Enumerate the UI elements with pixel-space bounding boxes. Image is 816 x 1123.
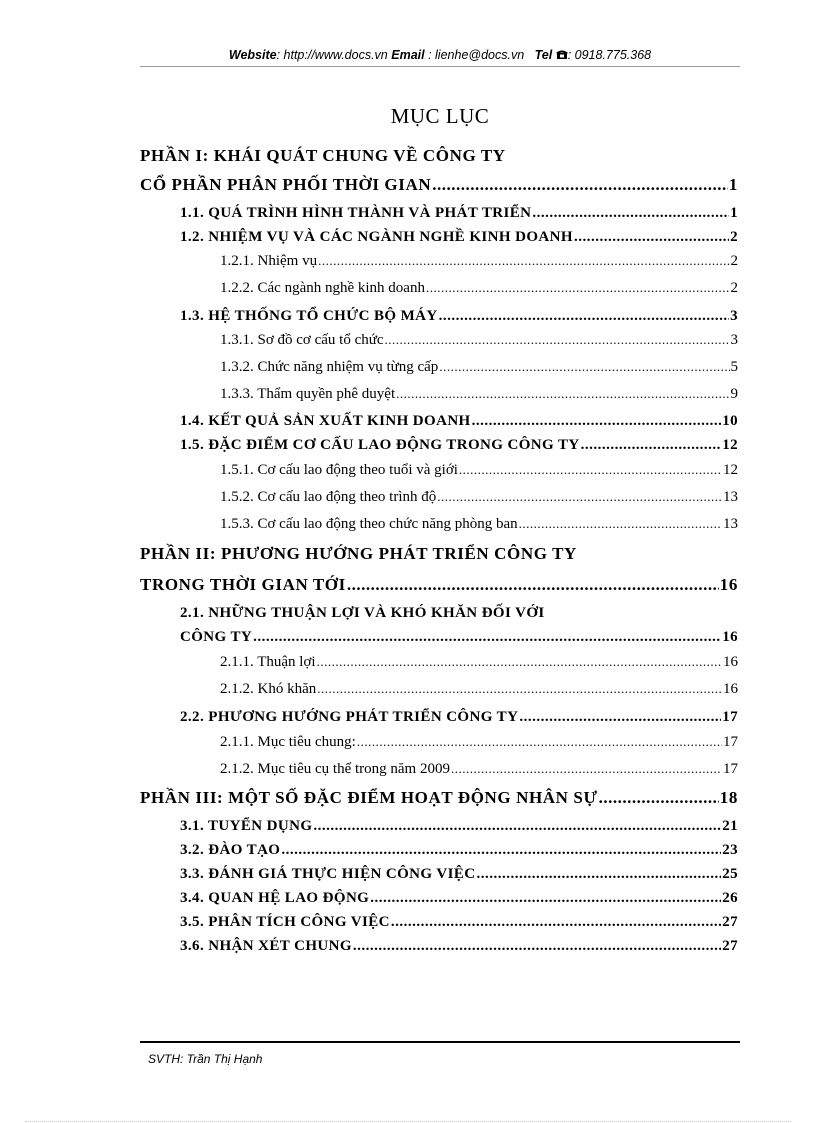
toc-part1-line1: PHẦN I: KHÁI QUÁT CHUNG VỀ CÔNG TY xyxy=(140,146,506,165)
toc-page: 17 xyxy=(723,734,738,750)
toc-label: 1.5.2. Cơ cấu lao động theo trình độ xyxy=(220,489,437,505)
toc-page: 9 xyxy=(730,386,738,402)
toc-entry-1-3-3[interactable] xyxy=(220,386,738,403)
toc-entry-1-3[interactable] xyxy=(180,308,738,325)
toc-label: PHẦN III: MỘT SỐ ĐẶC ĐIỂM HOẠT ĐỘNG NHÂN SỰ xyxy=(140,788,598,807)
toc-label: 1.2. NHIỆM VỤ VÀ CÁC NGÀNH NGHỀ KINH DOANH xyxy=(180,229,573,245)
toc-entry-3-3[interactable] xyxy=(180,866,738,883)
toc-entry-3-5[interactable] xyxy=(180,914,738,931)
toc-page: 27 xyxy=(722,914,738,930)
toc-page: 16 xyxy=(722,629,738,645)
toc-leader xyxy=(437,489,722,505)
toc-entry-1-3-1[interactable] xyxy=(220,332,738,349)
email-value: : lienhe@docs.vn xyxy=(424,48,525,62)
toc-leader xyxy=(426,280,730,296)
toc-leader xyxy=(391,914,721,931)
toc-entry-2-2-1[interactable] xyxy=(220,734,738,751)
toc-page: 12 xyxy=(723,462,738,478)
page-title: MỤC LỤC xyxy=(390,104,490,128)
toc-label: 1.3. HỆ THỐNG TỔ CHỨC BỘ MÁY xyxy=(180,308,438,324)
toc-leader xyxy=(519,516,722,532)
toc-entry-1-5[interactable] xyxy=(180,437,738,454)
toc-entry-3-6[interactable] xyxy=(180,938,738,955)
toc-leader xyxy=(519,709,721,726)
toc-label: 2.1.1. Mục tiêu chung: xyxy=(220,734,356,750)
toc-page: 3 xyxy=(730,332,738,348)
toc-part2[interactable] xyxy=(140,575,738,595)
toc-label: 2.2. PHƯƠNG HƯỚNG PHÁT TRIỂN CÔNG TY xyxy=(180,709,519,725)
toc-page: 23 xyxy=(722,842,738,858)
toc-entry-3-4[interactable] xyxy=(180,890,738,907)
toc-entry-1-2-2[interactable] xyxy=(220,280,738,297)
toc-entry-2-1[interactable] xyxy=(180,629,738,646)
website-value: : http://www.docs.vn xyxy=(276,48,388,62)
toc-entry-1-5-1[interactable] xyxy=(220,462,738,479)
toc-leader xyxy=(253,629,721,646)
toc-leader xyxy=(318,253,729,269)
toc-leader xyxy=(439,308,729,325)
toc-label: 3.5. PHÂN TÍCH CÔNG VIỆC xyxy=(180,914,390,930)
toc-leader xyxy=(472,413,722,430)
toc-page: 16 xyxy=(723,681,738,697)
toc-label: 3.2. ĐÀO TẠO xyxy=(180,842,281,858)
toc-leader xyxy=(313,818,721,835)
toc-label: 3.3. ĐÁNH GIÁ THỰC HIỆN CÔNG VIỆC xyxy=(180,866,476,882)
toc-entry-2-1-line1: 2.1. NHỮNG THUẬN LỢI VÀ KHÓ KHĂN ĐỐI VỚI xyxy=(180,605,545,621)
toc-part2-line1: PHẦN II: PHƯƠNG HƯỚNG PHÁT TRIỂN CÔNG TY xyxy=(140,544,577,563)
toc-leader xyxy=(347,575,719,595)
toc-label: 3.6. NHẬN XÉT CHUNG xyxy=(180,938,352,954)
toc-page: 2 xyxy=(730,229,738,245)
toc-label: CỔ PHẦN PHÂN PHỐI THỜI GIAN xyxy=(140,175,432,194)
page-bottom-edge xyxy=(25,1121,791,1122)
toc-page: 16 xyxy=(723,654,738,670)
toc-part1[interactable] xyxy=(140,175,738,195)
toc-page: 25 xyxy=(722,866,738,882)
toc-entry-3-2[interactable] xyxy=(180,842,738,859)
toc-page: 3 xyxy=(730,308,738,324)
page-footer: SVTH: Trần Thị Hạnh xyxy=(148,1052,263,1066)
toc-leader xyxy=(370,890,721,907)
toc-entry-2-1-2[interactable] xyxy=(220,681,738,698)
toc-entry-2-2[interactable] xyxy=(180,709,738,726)
toc-page: 18 xyxy=(719,788,738,807)
toc-label: 3.1. TUYỂN DỤNG xyxy=(180,818,313,834)
toc-entry-1-1[interactable] xyxy=(180,205,738,222)
toc-label: 1.3.3. Thẩm quyền phê duyệt xyxy=(220,386,396,402)
toc-page: 1 xyxy=(730,205,738,221)
toc-label: 3.4. QUAN HỆ LAO ĐỘNG xyxy=(180,890,370,906)
toc-label: 1.2.2. Các ngành nghề kinh doanh xyxy=(220,280,425,296)
toc-label: CÔNG TY xyxy=(180,629,253,645)
toc-entry-3-1[interactable] xyxy=(180,818,738,835)
toc-leader xyxy=(532,205,729,222)
footer-divider xyxy=(140,1041,740,1043)
toc-entry-1-4[interactable] xyxy=(180,413,738,430)
toc-leader xyxy=(599,788,719,808)
toc-label: 1.5. ĐẶC ĐIỂM CƠ CẤU LAO ĐỘNG TRONG CÔNG TY xyxy=(180,437,580,453)
toc-label: 1.5.3. Cơ cấu lao động theo chức năng phòng ban xyxy=(220,516,518,532)
toc-page: 1 xyxy=(728,175,738,194)
website-label: Website xyxy=(228,48,277,62)
toc-label: 1.4. KẾT QUẢ SẢN XUẤT KINH DOANH xyxy=(180,413,471,429)
toc-page: 27 xyxy=(722,938,738,954)
toc-page: 12 xyxy=(722,437,738,453)
toc-entry-1-5-3[interactable] xyxy=(220,516,738,533)
toc-leader xyxy=(581,437,722,454)
toc-leader xyxy=(353,938,721,955)
toc-entry-2-2-2[interactable] xyxy=(220,761,738,778)
toc-label: 1.2.1. Nhiệm vụ xyxy=(220,253,318,269)
toc-leader xyxy=(317,681,722,697)
toc-page: 16 xyxy=(719,575,738,594)
toc-leader xyxy=(357,734,722,750)
toc-label: 2.1.2. Mục tiêu cụ thể trong năm 2009 xyxy=(220,761,450,777)
toc-label: 1.3.1. Sơ đồ cơ cấu tổ chức xyxy=(220,332,384,348)
toc-entry-2-1-1[interactable] xyxy=(220,654,738,671)
toc-leader xyxy=(439,359,729,375)
tel-value: : 0918.775.368 xyxy=(567,48,652,62)
toc-leader xyxy=(396,386,729,402)
toc-page: 17 xyxy=(723,761,738,777)
toc-label: 1.5.1. Cơ cấu lao động theo tuổi và giới xyxy=(220,462,458,478)
toc-entry-1-3-2[interactable] xyxy=(220,359,738,376)
toc-page: 13 xyxy=(723,489,738,505)
email-label: Email xyxy=(391,48,425,62)
toc-leader xyxy=(451,761,722,777)
toc-part3[interactable] xyxy=(140,788,738,808)
tel-label: Tel xyxy=(534,48,553,62)
toc-page: 13 xyxy=(723,516,738,532)
toc-label: TRONG THỜI GIAN TỚI xyxy=(140,575,346,594)
toc-entry-1-2-1[interactable] xyxy=(220,253,738,270)
toc-page: 2 xyxy=(730,253,738,269)
toc-entry-1-2[interactable] xyxy=(180,229,738,246)
toc-leader xyxy=(385,332,730,348)
toc-leader xyxy=(281,842,721,859)
toc-page: 17 xyxy=(722,709,738,725)
toc-label: 1.3.2. Chức năng nhiệm vụ từng cấp xyxy=(220,359,439,375)
toc-label: 1.1. QUÁ TRÌNH HÌNH THÀNH VÀ PHÁT TRIỂN xyxy=(180,205,532,221)
toc-page: 26 xyxy=(722,890,738,906)
toc-leader xyxy=(476,866,721,883)
toc-label: 2.1.2. Khó khăn xyxy=(220,681,317,697)
toc-page: 21 xyxy=(722,818,738,834)
toc-page: 2 xyxy=(730,280,738,296)
toc-leader xyxy=(317,654,722,670)
toc-leader xyxy=(459,462,722,478)
toc-page: 5 xyxy=(730,359,738,375)
toc-label: 2.1.1. Thuận lợi xyxy=(220,654,316,670)
toc-leader xyxy=(432,175,728,195)
toc-leader xyxy=(574,229,729,246)
toc-entry-1-5-2[interactable] xyxy=(220,489,738,506)
toc-page: 10 xyxy=(722,413,738,429)
